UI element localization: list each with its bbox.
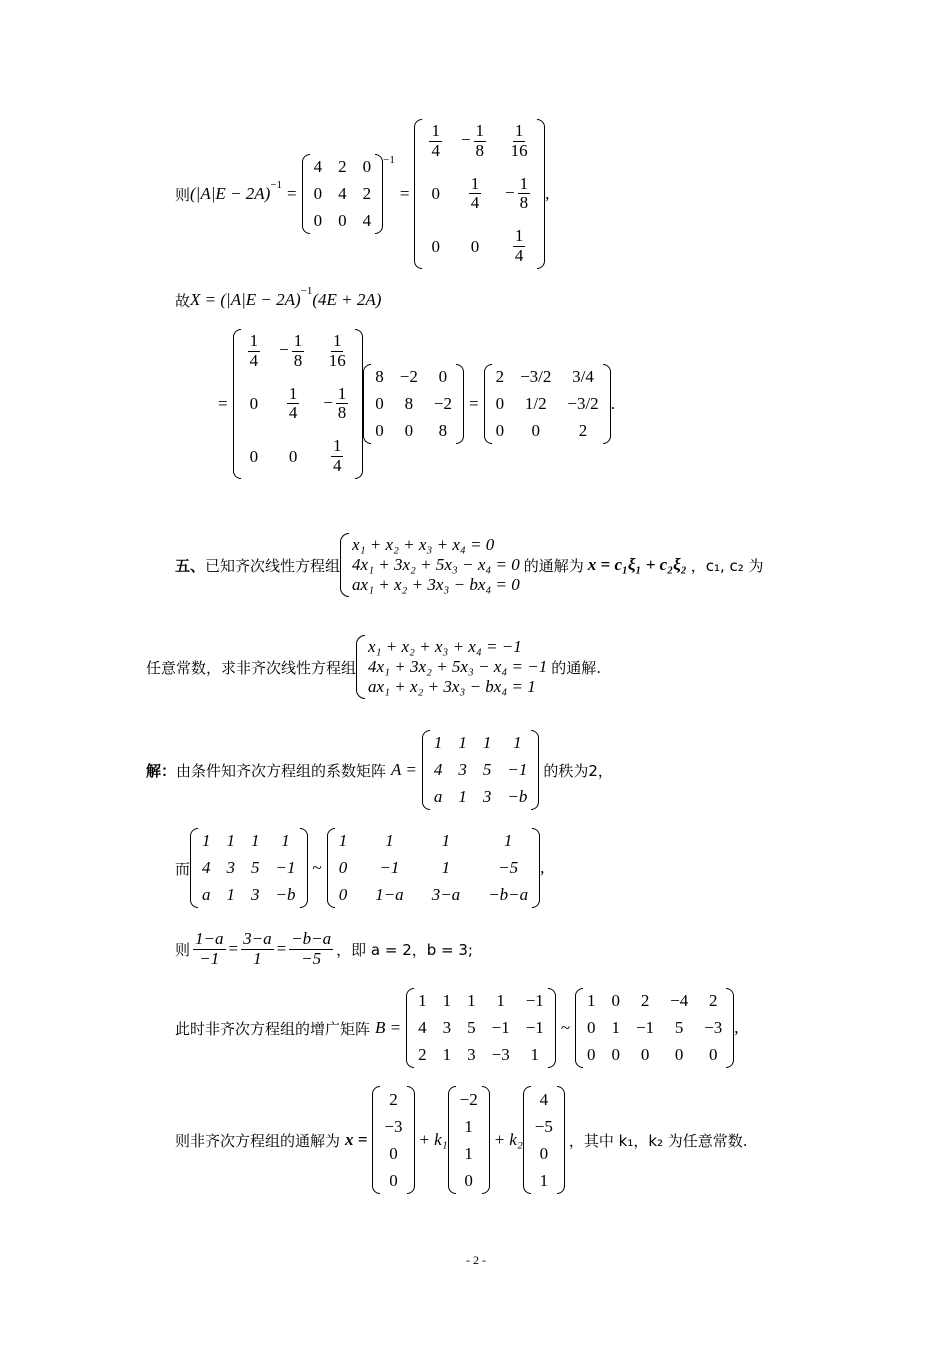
matrix-cell: 1 bbox=[385, 831, 394, 851]
matrix-cell: 0 bbox=[531, 420, 540, 440]
coef-k1: k₁ bbox=[434, 1130, 448, 1149]
sys2-eq1: x₁ + x₂ + x₃ + x₄ = −1 bbox=[368, 637, 522, 656]
matrix-cell: 1 bbox=[467, 991, 476, 1011]
matrix-cell: −2 bbox=[459, 1089, 478, 1109]
matrix-cell: 1 bbox=[226, 884, 236, 904]
tilde-1: ~ bbox=[312, 858, 322, 877]
q5-solution: x = c₁ξ₁ + c₂ξ₂ bbox=[587, 555, 687, 574]
line2-exp: −1 bbox=[300, 285, 313, 297]
matrix-cell: 0 bbox=[313, 183, 323, 203]
matrix-a-copy bbox=[190, 828, 307, 908]
sys2-eq2: 4x₁ + 3x₂ + 5x₃ − x₄ = −1 bbox=[368, 657, 548, 676]
matrix-cell: −1 bbox=[525, 1017, 544, 1037]
sol-text2: 的秩为2， bbox=[543, 761, 613, 780]
aug-comma: , bbox=[734, 1018, 739, 1037]
matrix-cell: −b−a bbox=[488, 884, 529, 904]
matrix-cell: 0 bbox=[375, 393, 384, 413]
matrix-cell: 1 bbox=[503, 831, 513, 851]
matrix-cell: 8 bbox=[404, 393, 414, 413]
matrix-cell: 0 bbox=[587, 1044, 596, 1064]
matrix-cell: −1 bbox=[491, 1017, 510, 1037]
matrix-m3 bbox=[484, 364, 611, 444]
matrix-cell: 1 bbox=[458, 786, 467, 806]
matrix-cell: 2 bbox=[640, 991, 650, 1011]
line1-prefix: 则 bbox=[175, 185, 191, 204]
matrix-cell: 3 bbox=[226, 857, 236, 877]
matrix-cell: 4 bbox=[362, 210, 372, 230]
matrix-cell: 2 bbox=[338, 157, 347, 177]
matrix-cell: − $\frac{1}{8}$ bbox=[460, 121, 485, 160]
matrix-cell: −b bbox=[275, 884, 296, 904]
matrix-cell: 2 bbox=[709, 991, 718, 1011]
matrix-cell: 0 bbox=[338, 884, 348, 904]
matrix-cell: 0 bbox=[495, 393, 505, 413]
matrix-cell: $\frac{1}{16}$ bbox=[510, 121, 528, 160]
matrix-cell: 1 bbox=[611, 1017, 621, 1037]
m1-exp: −1 bbox=[383, 154, 395, 166]
sol-a-eq: A = bbox=[391, 760, 417, 779]
matrix-cell: 1 bbox=[251, 831, 260, 851]
matrix-cell: $\frac{1}{4}$ bbox=[249, 331, 259, 370]
matrix-cell: 1 bbox=[587, 991, 596, 1011]
matrix-cell: −2 bbox=[399, 367, 418, 387]
matrix-cell: 2 bbox=[362, 183, 372, 203]
sol-comma: , bbox=[540, 858, 545, 877]
matrix-cell: 1−a bbox=[375, 884, 404, 904]
matrix-cell: 0 bbox=[438, 367, 448, 387]
sol-text1: 由条件知齐次方程组的系数矩阵 bbox=[176, 761, 387, 780]
matrix-cell: 0 bbox=[338, 210, 347, 230]
matrix-cell: −2 bbox=[433, 393, 452, 413]
matrix-cell: −4 bbox=[670, 991, 689, 1011]
matrix-cell: 0 bbox=[362, 157, 372, 177]
matrix-cell: 1 bbox=[442, 991, 452, 1011]
sys1-eq1: x₁ + x₂ + x₃ + x₄ = 0 bbox=[352, 535, 495, 554]
matrix-cell: 0 bbox=[389, 1143, 398, 1163]
line2-tail: (4E + 2A) bbox=[312, 290, 382, 309]
matrix-cell: 4 bbox=[433, 759, 443, 779]
matrix-cell: 5 bbox=[674, 1017, 684, 1037]
coef-k2: k₂ bbox=[509, 1130, 523, 1149]
matrix-cell: 5 bbox=[482, 759, 492, 779]
matrix-cell: 0 bbox=[464, 1170, 473, 1190]
sol-er: 而 bbox=[175, 859, 191, 878]
vector-basis-1 bbox=[448, 1086, 490, 1194]
matrix-cell: 8 bbox=[375, 367, 384, 387]
matrix-cell: 1 bbox=[530, 1044, 540, 1064]
matrix-cell: 0 bbox=[611, 1044, 621, 1064]
b-eq: B = bbox=[375, 1018, 402, 1037]
matrix-cell: −1 bbox=[379, 857, 400, 877]
matrix-cell: 0 bbox=[249, 393, 259, 413]
line2-prefix: 故 bbox=[175, 291, 191, 310]
matrix-cell: 2 bbox=[418, 1044, 427, 1064]
matrix-cell: $\frac{1}{4}$ bbox=[470, 173, 480, 213]
q5-text1: 已知齐次线性方程组 bbox=[205, 556, 341, 575]
frac-prefix: 则 bbox=[175, 940, 191, 959]
matrix-cell: −3 bbox=[491, 1044, 510, 1064]
matrix-cell: 0 bbox=[470, 236, 480, 256]
matrix-cell: 1 bbox=[458, 733, 467, 753]
sys1-eq3: ax₁ + x₂ + 3x₃ − bx₄ = 0 bbox=[352, 575, 520, 594]
matrix-cell: 1 bbox=[441, 857, 451, 877]
matrix-cell: 0 bbox=[431, 236, 440, 256]
matrix-cell: 8 bbox=[438, 420, 448, 440]
matrix-m2 bbox=[363, 364, 464, 444]
matrix-cell: 3/4 bbox=[572, 367, 594, 387]
matrix-cell: 1 bbox=[513, 733, 522, 753]
system-nonhomogeneous bbox=[356, 635, 547, 699]
matrix-cell: $\frac{1}{4}$ bbox=[288, 383, 298, 423]
matrix-b-reduced bbox=[575, 988, 734, 1068]
matrix-cell: $\frac{1}{4}$ bbox=[431, 121, 440, 160]
matrix-cell: 1 bbox=[539, 1170, 549, 1190]
page-number: - 2 - bbox=[466, 1253, 486, 1267]
matrix-cell: −3/2 bbox=[567, 393, 599, 413]
matrix-cell: 3 bbox=[467, 1044, 476, 1064]
line3-end: . bbox=[610, 394, 615, 413]
frac-tail: ，即 a = 2，b = 3; bbox=[336, 940, 473, 959]
matrix-cell: 3 bbox=[251, 884, 260, 904]
line3-eq: = bbox=[218, 394, 228, 413]
matrix-cell: 3 bbox=[442, 1017, 452, 1037]
matrix-cell: 1/2 bbox=[524, 393, 547, 413]
matrix-b bbox=[406, 988, 556, 1068]
line1-eq: = bbox=[287, 184, 297, 203]
aug-text: 此时非齐次方程组的增广矩阵 bbox=[175, 1019, 371, 1038]
matrix-cell: 1 bbox=[464, 1143, 473, 1163]
q5-text5: 的通解. bbox=[551, 658, 601, 677]
matrix-cell: 0 bbox=[431, 183, 440, 203]
gen-x: x = bbox=[345, 1130, 368, 1149]
vector-basis-2 bbox=[523, 1086, 565, 1194]
matrix-cell: 3 bbox=[458, 759, 467, 779]
matrix-cell: 1 bbox=[442, 1044, 452, 1064]
matrix-cell: $\frac{1}{4}$ bbox=[332, 436, 342, 476]
matrix-cell: 0 bbox=[404, 420, 414, 440]
line2-expr: X = (|A|E − 2A) bbox=[190, 290, 301, 309]
q5-label: 五、 bbox=[175, 556, 206, 575]
system-homogeneous bbox=[340, 533, 520, 597]
matrix-cell: 2 bbox=[495, 367, 505, 387]
gen-tail: ，其中 k₁，k₂ 为任意常数. bbox=[568, 1131, 748, 1150]
matrix-m1 bbox=[302, 154, 384, 234]
line1-lhs-exp: −1 bbox=[270, 179, 283, 191]
matrix-cell: 4 bbox=[202, 857, 211, 877]
matrix-cell: 1 bbox=[482, 733, 492, 753]
q5-text3: ，c₁, c₂ 为 bbox=[690, 556, 764, 575]
matrix-cell: 0 bbox=[389, 1170, 398, 1190]
matrix-cell: −3/2 bbox=[520, 367, 552, 387]
matrix-inverse-2 bbox=[233, 329, 364, 479]
sys2-eq3: ax₁ + x₂ + 3x₃ − bx₄ = 1 bbox=[368, 677, 536, 696]
matrix-cell: − $\frac{1}{8}$ bbox=[323, 383, 347, 423]
matrix-cell: 4 bbox=[313, 157, 323, 177]
matrix-cell: 0 bbox=[313, 210, 323, 230]
matrix-cell: a bbox=[433, 786, 443, 806]
matrix-cell: 0 bbox=[288, 446, 298, 466]
matrix-cell: 5 bbox=[251, 857, 260, 877]
matrix-a-reduced bbox=[327, 828, 540, 908]
sys1-eq2: 4x₁ + 3x₂ + 5x₃ − x₄ = 0 bbox=[352, 555, 520, 574]
matrix-cell: 1 bbox=[418, 991, 427, 1011]
vector-particular bbox=[372, 1086, 414, 1194]
line1-eq2: = bbox=[399, 184, 410, 203]
matrix-cell: 0 bbox=[587, 1017, 596, 1037]
matrix-cell: 1 bbox=[202, 831, 211, 851]
matrix-cell: 1 bbox=[441, 831, 451, 851]
matrix-inverse bbox=[414, 119, 545, 269]
matrix-cell: 0 bbox=[640, 1044, 650, 1064]
matrix-cell: 4 bbox=[539, 1089, 549, 1109]
matrix-cell: 0 bbox=[674, 1044, 684, 1064]
matrix-cell: − $\frac{1}{8}$ bbox=[279, 331, 303, 370]
matrix-cell: 0 bbox=[338, 857, 348, 877]
matrix-cell: 4 bbox=[418, 1017, 427, 1037]
matrix-cell: 0 bbox=[539, 1143, 549, 1163]
matrix-cell: 0 bbox=[611, 991, 621, 1011]
frac-3: $\frac{-b-a}{-5}$ bbox=[291, 928, 332, 968]
matrix-cell: −3 bbox=[384, 1116, 403, 1136]
matrix-cell: $\frac{1}{4}$ bbox=[514, 226, 524, 266]
matrix-cell: 3 bbox=[482, 786, 492, 806]
matrix-cell: 0 bbox=[709, 1044, 718, 1064]
q5-text2: 的通解为 bbox=[523, 556, 584, 575]
matrix-cell: 0 bbox=[249, 446, 259, 466]
matrix-cell: 1 bbox=[496, 991, 505, 1011]
matrix-cell: −1 bbox=[275, 857, 296, 877]
matrix-cell: −b bbox=[507, 786, 528, 806]
q5-text4: 任意常数，求非齐次线性方程组 bbox=[146, 658, 357, 677]
matrix-cell: 0 bbox=[495, 420, 505, 440]
gen-text: 则非齐次方程组的通解为 bbox=[175, 1131, 341, 1150]
matrix-cell: −1 bbox=[636, 1017, 655, 1037]
matrix-cell: 2 bbox=[389, 1089, 398, 1109]
frac-2: $\frac{3-a}{1}$ bbox=[243, 928, 272, 968]
matrix-cell: −5 bbox=[498, 857, 519, 877]
matrix-cell: 4 bbox=[338, 183, 347, 203]
matrix-cell: a bbox=[202, 884, 211, 904]
line3-eq2: = bbox=[468, 394, 479, 413]
matrix-cell: 2 bbox=[578, 420, 588, 440]
matrix-cell: 1 bbox=[226, 831, 236, 851]
matrix-cell: 1 bbox=[433, 733, 443, 753]
matrix-cell: −1 bbox=[525, 991, 544, 1011]
frac-1: $\frac{1-a}{-1}$ bbox=[195, 928, 224, 968]
tilde-2: ~ bbox=[560, 1018, 571, 1037]
matrix-cell: −3 bbox=[704, 1017, 723, 1037]
line1-lhs: (|A|E − 2A) bbox=[190, 184, 271, 203]
matrix-a bbox=[422, 730, 539, 810]
sol-label: 解： bbox=[146, 761, 177, 780]
matrix-cell: −1 bbox=[507, 759, 528, 779]
matrix-cell: 1 bbox=[464, 1116, 473, 1136]
matrix-cell: $\frac{1}{16}$ bbox=[328, 331, 346, 370]
matrix-cell: 5 bbox=[467, 1017, 476, 1037]
matrix-cell: 3−a bbox=[431, 884, 461, 904]
matrix-cell: 0 bbox=[375, 420, 384, 440]
line1-tail: , bbox=[545, 184, 550, 203]
matrix-cell: 1 bbox=[281, 831, 290, 851]
matrix-cell: 1 bbox=[338, 831, 348, 851]
matrix-cell: − $\frac{1}{8}$ bbox=[505, 173, 529, 213]
matrix-cell: −5 bbox=[534, 1116, 553, 1136]
